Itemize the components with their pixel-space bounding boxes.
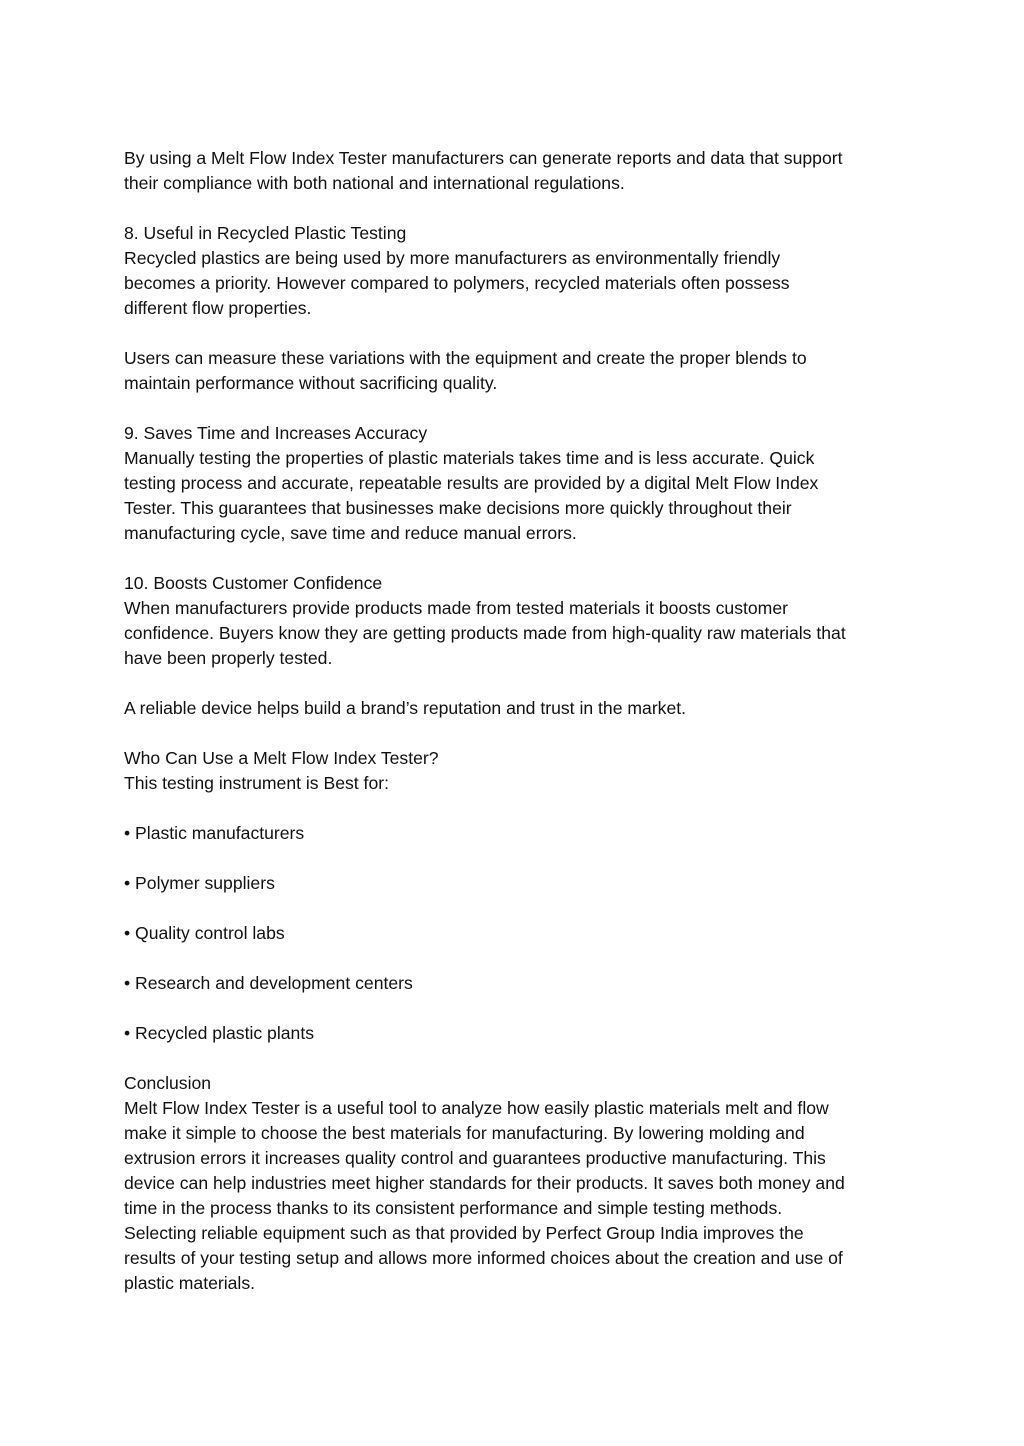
- list-item: • Plastic manufacturers: [124, 823, 305, 843]
- text-line: confidence. Buyers know they are getting products made from high-quality raw materials that: [124, 623, 846, 643]
- text-line: This testing instrument is Best for:: [124, 773, 389, 793]
- list-item: • Polymer suppliers: [124, 873, 275, 893]
- text-line: Users can measure these variations with the equipment and create the proper blends to: [124, 348, 807, 368]
- text-line: A reliable device helps build a brand’s reputation and trust in the market.: [124, 698, 687, 718]
- section-recycled-plastic-testing: [124, 221, 914, 396]
- text-line: have been properly tested.: [124, 648, 333, 668]
- section-heading: Who Can Use a Melt Flow Index Tester?: [124, 748, 439, 768]
- section-customer-confidence: [124, 571, 914, 721]
- text-line: testing process and accurate, repeatable results are provided by a digital Melt Flow Index: [124, 473, 819, 493]
- text-line: results of your testing setup and allows more informed choices about the creation and use of: [124, 1248, 843, 1268]
- text-line: Recycled plastics are being used by more manufacturers as environmentally friendly: [124, 248, 781, 268]
- section-heading: Conclusion: [124, 1073, 212, 1093]
- document-page: [124, 146, 914, 1296]
- text-line: manufacturing cycle, save time and reduce manual errors.: [124, 523, 577, 543]
- list-item: • Research and development centers: [124, 973, 413, 993]
- text-line: Tester. This guarantees that businesses make decisions more quickly throughout their: [124, 498, 792, 518]
- text-line: Selecting reliable equipment such as that provided by Perfect Group India improves the: [124, 1223, 804, 1243]
- text-line: becomes a priority. However compared to polymers, recycled materials often possess: [124, 273, 790, 293]
- intro-paragraph: [124, 146, 914, 196]
- section-saves-time: [124, 421, 914, 546]
- text-line: maintain performance without sacrificing quality.: [124, 373, 498, 393]
- text-line: By using a Melt Flow Index Tester manufacturers can generate reports and data that support: [124, 148, 843, 168]
- text-line: different flow properties.: [124, 298, 312, 318]
- list-item: • Quality control labs: [124, 923, 285, 943]
- section-conclusion: [124, 1071, 914, 1296]
- list-item: • Recycled plastic plants: [124, 1023, 315, 1043]
- text-line: extrusion errors it increases quality control and guarantees productive manufacturing. This: [124, 1148, 826, 1168]
- section-heading: 9. Saves Time and Increases Accuracy: [124, 423, 428, 443]
- section-heading: 8. Useful in Recycled Plastic Testing: [124, 223, 407, 243]
- text-line: their compliance with both national and international regulations.: [124, 173, 625, 193]
- text-line: make it simple to choose the best materials for manufacturing. By lowering molding and: [124, 1123, 805, 1143]
- text-line: Melt Flow Index Tester is a useful tool to analyze how easily plastic materials melt and flow: [124, 1098, 829, 1118]
- text-line: Manually testing the properties of plastic materials takes time and is less accurate. Quick: [124, 448, 815, 468]
- text-line: When manufacturers provide products made from tested materials it boosts customer: [124, 598, 788, 618]
- section-heading: 10. Boosts Customer Confidence: [124, 573, 383, 593]
- text-line: time in the process thanks to its consistent performance and simple testing methods.: [124, 1198, 783, 1218]
- text-line: device can help industries meet higher standards for their products. It saves both money and: [124, 1173, 845, 1193]
- section-who-can-use: [124, 746, 914, 1046]
- text-line: plastic materials.: [124, 1273, 256, 1293]
